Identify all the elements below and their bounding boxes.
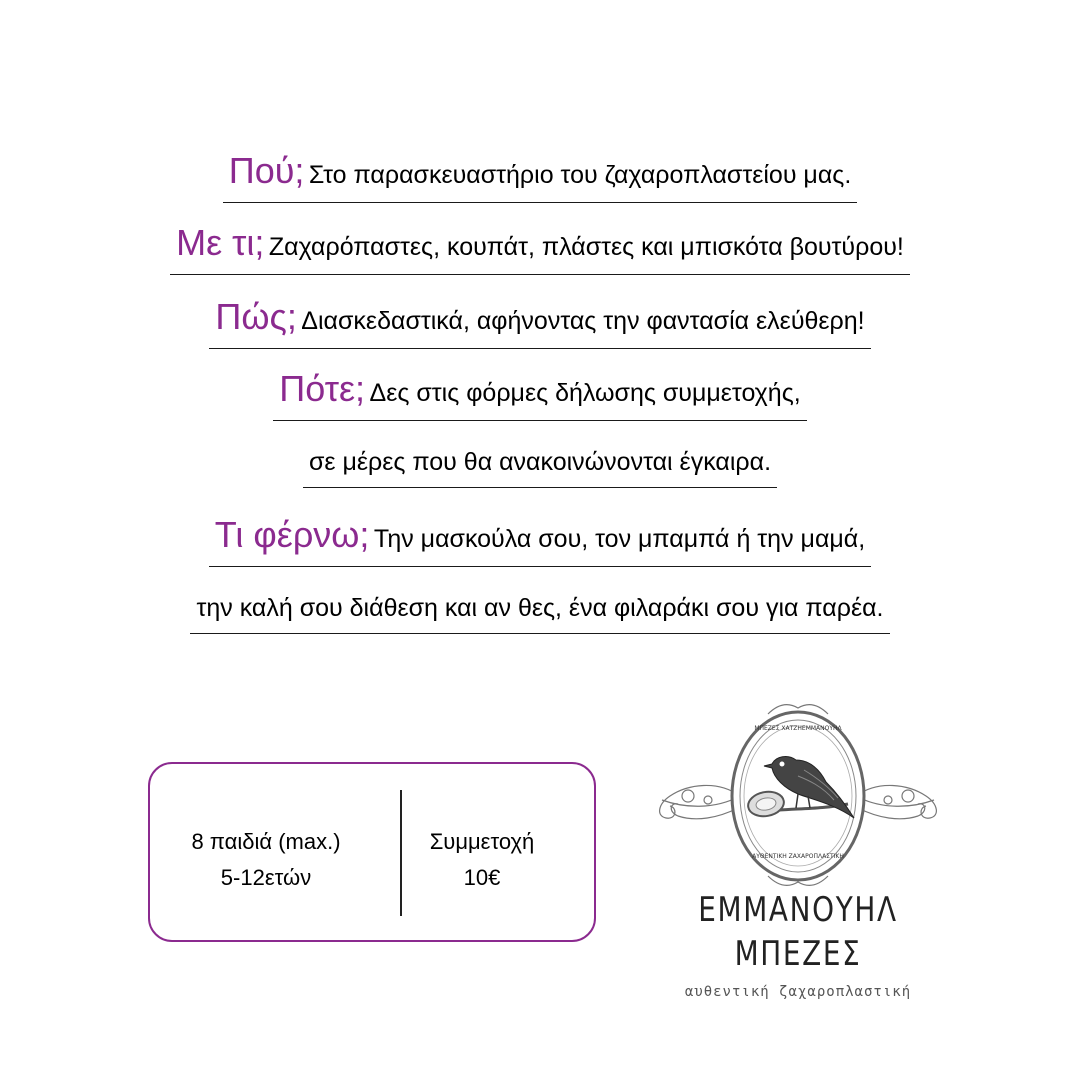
answer-where: Στο παρασκευαστήριο του ζαχαροπλαστείου μας. — [308, 161, 852, 189]
answer-when-continued: σε μέρες που θα ανακοινώνονται έγκαιρα. — [308, 448, 772, 476]
keyword-when: Πότε; — [279, 368, 366, 409]
question-line-when-continued — [0, 448, 1080, 488]
brand-tagline: αυθεντική ζαχαροπλαστική — [684, 984, 912, 1000]
fee-info — [382, 824, 582, 896]
answer-how: Διασκεδαστικά, αφήνοντας την φαντασία ελεύθερη! — [301, 307, 865, 335]
answer-what-to-bring-continued: την καλή σου διάθεση και αν θες, ένα φιλαράκι σου για παρέα. — [196, 594, 884, 622]
answer-what-to-bring: Την μασκούλα σου, τον μπαμπά ή την μαμά, — [373, 525, 866, 553]
question-line-with-what — [0, 222, 1080, 275]
seal-bottom-text: ΑΥΘΕΝΤΙΚΗ ΖΑΧΑΡΟΠΛΑΣΤΙΚΗ — [752, 853, 844, 860]
info-box — [148, 762, 596, 942]
keyword-how: Πώς; — [215, 296, 297, 337]
brand-name-line1: ΕΜΜΑΝΟΥΗΛ — [698, 890, 898, 930]
answer-with-what: Ζαχαρόπαστες, κουπάτ, πλάστες και μπισκότα βουτύρου! — [268, 233, 904, 261]
keyword-what-to-bring: Τι φέρνω; — [214, 514, 370, 555]
question-line-what-to-bring-continued — [0, 594, 1080, 634]
fee-label: Συμμετοχή — [429, 829, 535, 854]
capacity-count: 8 παιδιά (max.) — [191, 829, 341, 854]
brand-name-line2: ΜΠΕΖΕΣ — [734, 934, 862, 974]
answer-when: Δες στις φόρμες δήλωσης συμμετοχής, — [369, 379, 801, 407]
fee-amount: 10€ — [463, 865, 501, 890]
age-range: 5-12ετών — [220, 865, 312, 890]
seal-top-text: ΜΠΕΖΕΣ ΧΑΤΖΗΕΜΜΑΝΟΥΗΛ — [754, 725, 842, 732]
capacity-info — [166, 824, 366, 896]
keyword-with-what: Με τι; — [176, 222, 265, 263]
question-line-how — [0, 296, 1080, 349]
question-line-where — [0, 150, 1080, 203]
question-line-when — [0, 368, 1080, 421]
question-line-what-to-bring — [0, 514, 1080, 567]
keyword-where: Πού; — [228, 150, 305, 191]
